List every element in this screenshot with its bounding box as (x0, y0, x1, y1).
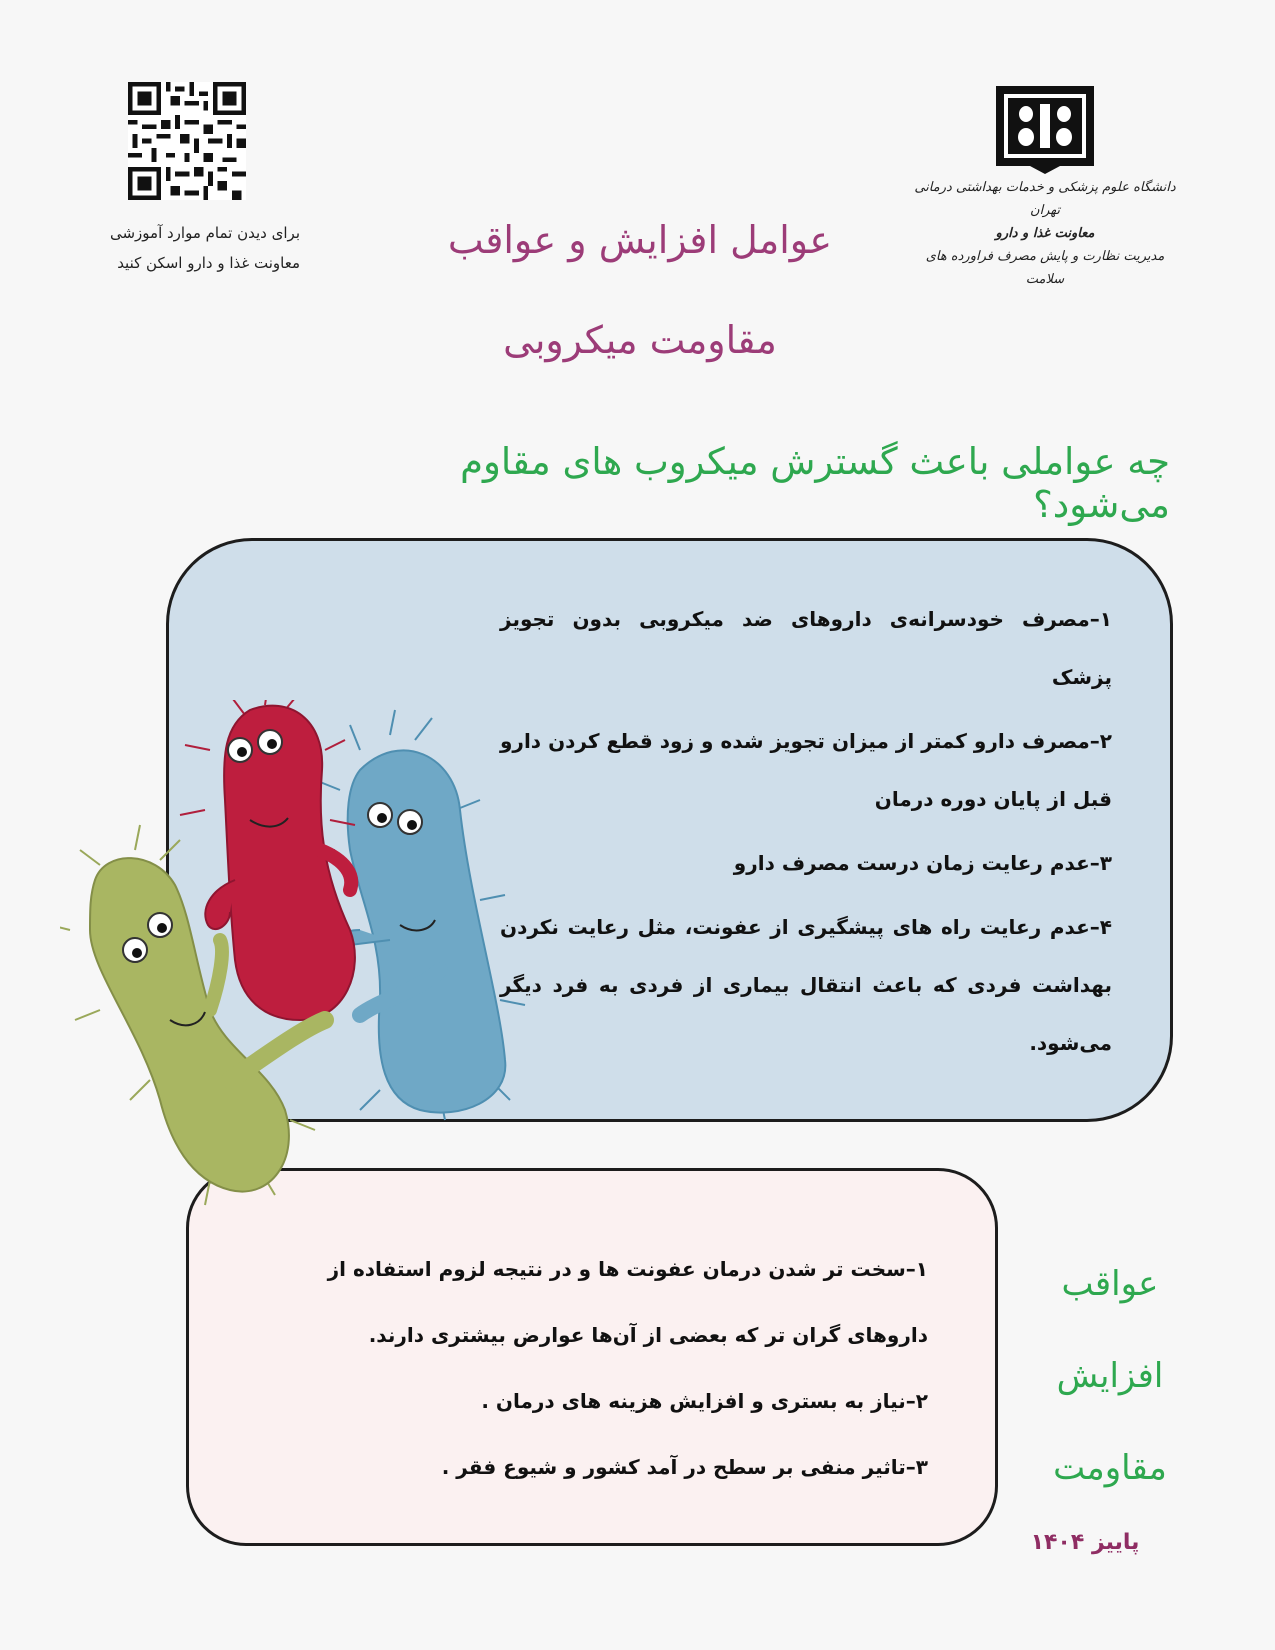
institution-line2: معاونت غذا و دارو (995, 226, 1095, 241)
list-item: ۳–تاثیر منفی بر سطح در آمد کشور و شیوع فقر . (441, 1455, 928, 1479)
side-heading-line1: عواقب (1061, 1264, 1159, 1304)
question-heading: چه عواملی باعث گسترش میکروب های مقاوم می‌شود؟ (460, 440, 1170, 526)
list-item: ۲–نیاز به بستری و افزایش هزینه های درمان . (481, 1389, 928, 1413)
list-item: ۳–عدم رعایت زمان درست مصرف دارو (733, 851, 1112, 875)
list-item: ۴–عدم رعایت راه های پیشگیری از عفونت، مثل رعایت نکردن بهداشت فردی که باعث انتقال بیماری از فردی به فرد دیگر می‌شود. (500, 915, 1112, 1055)
qr-caption (60, 218, 300, 278)
list-item: ۱–مصرف خودسرانه‌ی داروهای ضد میکروبی بدون تجویز پزشک (500, 607, 1112, 689)
title-line2: مقاومت میکروبی (503, 318, 777, 362)
institution-name (905, 176, 1185, 291)
qr-caption-line2: معاونت غذا و دارو اسکن کنید (117, 254, 300, 272)
title-line1: عوامل افزایش و عواقب (447, 218, 833, 262)
list-item: ۱–سخت تر شدن درمان عفونت ها و در نتیجه لزوم استفاده از داروهای گران تر که بعضی از آن‌ها عوارض بیشتری دارند. (327, 1257, 928, 1347)
side-heading-line3: مقاومت (1053, 1448, 1167, 1488)
qr-caption-line1: برای دیدن تمام موارد آموزشی (109, 224, 300, 242)
university-logo (990, 82, 1100, 177)
blue-microbe-body (348, 750, 506, 1112)
list-item: ۲–مصرف دارو کمتر از میزان تجویز شده و زود قطع کردن دارو قبل از پایان دوره درمان (500, 729, 1112, 811)
season-label: پاییز ۱۴۰۴ (1030, 1530, 1140, 1555)
page-title (430, 190, 850, 390)
consequences-heading (1010, 1238, 1210, 1514)
institution-line3: مدیریت نظارت و پایش مصرف فراورده های سلامت (925, 249, 1165, 287)
microbes-illustration (60, 700, 620, 1300)
side-heading-line2: افزایش (1056, 1356, 1164, 1396)
qr-code (128, 82, 246, 200)
institution-line1: دانشگاه علوم پزشکی و خدمات بهداشتی درمانی تهران (914, 180, 1176, 218)
